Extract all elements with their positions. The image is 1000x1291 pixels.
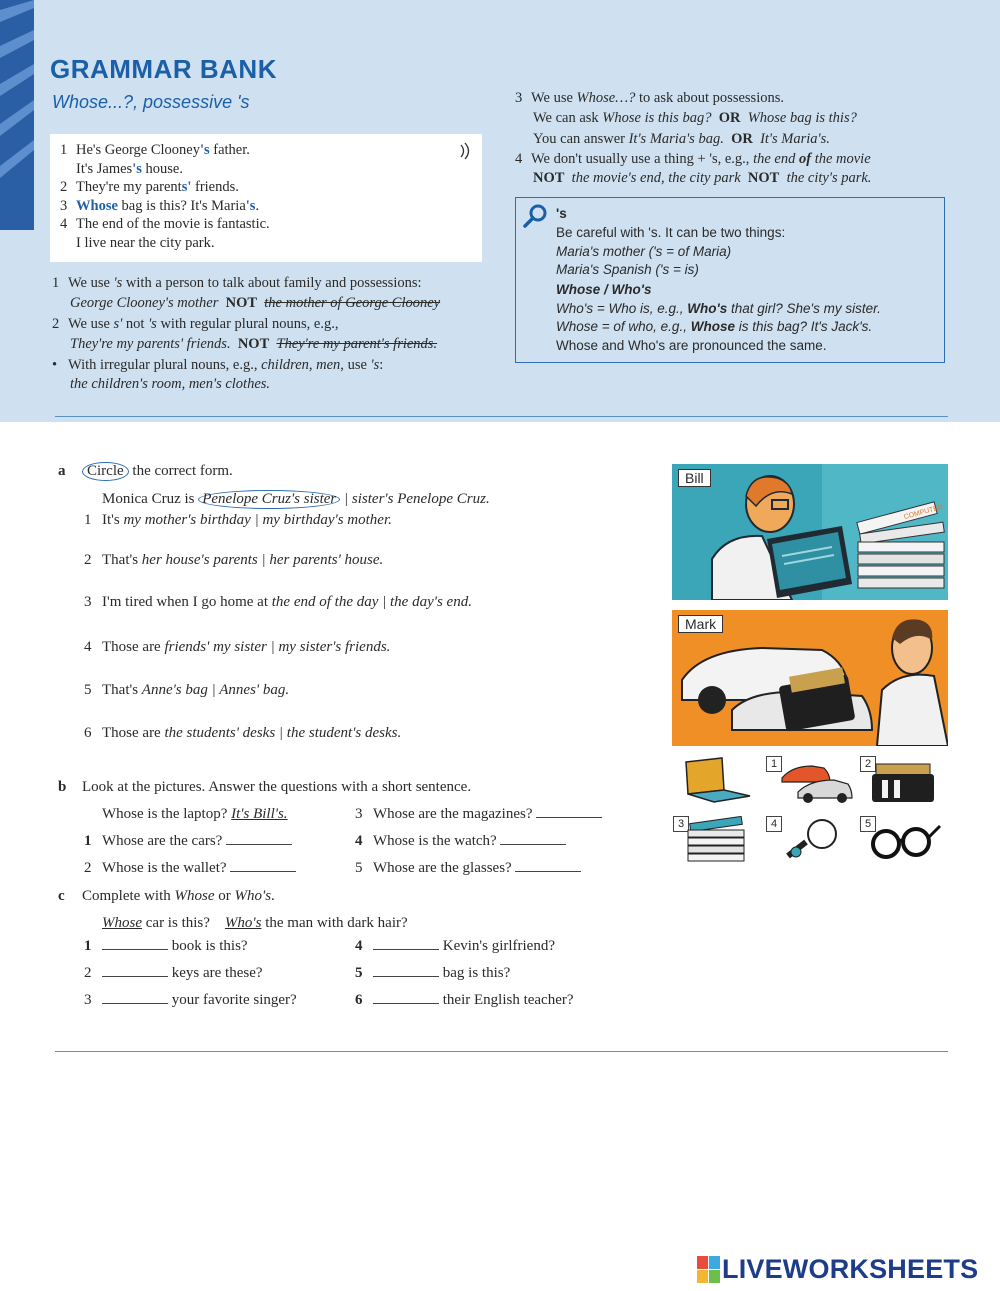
rule-2-example: They're my parents' friends. NOT They're my parent's friends. [70,336,438,352]
exercise-c-item-4[interactable]: 4 Kevin's girlfriend? [355,938,556,954]
liveworksheets-logo[interactable]: LIVEWORKSHEETS [722,1254,979,1284]
bill-label: Bill [678,469,711,487]
exercise-c-item-3[interactable]: 3 your favorite singer? [84,992,297,1008]
exercise-c-item-2[interactable]: 2 keys are these? [84,965,263,981]
answer-blank[interactable] [102,949,168,950]
answer-blank[interactable] [226,844,292,845]
divider-bottom [55,1051,948,1052]
mark-picture [672,610,948,746]
example-2: 2 They're my parents' friends. [60,179,239,195]
rule-2: 2 We use s' not 's with regular plural nouns, e.g., [52,316,339,332]
magazine-text: COMPUTER [903,503,944,522]
exercise-b-item-1[interactable]: 1 Whose are the cars? [84,833,292,850]
tip-line-5: Who's = Who is, e.g., Who's that girl? She's my sister. [556,301,881,316]
divider-top [55,416,948,417]
watch-thumb [778,816,848,866]
circle-word: Circle [82,462,129,481]
rule-3-whose: 3 We use Whose…? to ask about possessions. [515,90,784,106]
answer-blank[interactable] [500,844,566,845]
example-1: 1 He's George Clooney's father. [60,142,250,158]
magazines-thumb [684,816,750,866]
glasses-thumb [866,818,942,864]
exercise-a-item-6[interactable]: 6 Those are the students' desks | the student's desks. [84,725,402,741]
exercise-c-item-5[interactable]: 5 bag is this? [355,965,511,981]
answer-blank[interactable] [373,949,439,950]
exercise-c-item-1[interactable]: 1 book is this? [84,938,248,954]
answer-blank[interactable] [230,871,296,872]
page-title: GRAMMAR BANK [50,54,277,84]
bill-illustration [672,464,948,600]
example-4b: I live near the city park. [76,235,215,251]
exercise-b-item-2[interactable]: 2 Whose is the wallet? [84,860,296,877]
rule-3: • With irregular plural nouns, e.g., children, men, use 's: [52,357,384,373]
decorative-stripes [0,0,34,230]
rule-1: 1 We use 's with a person to talk about family and possessions: [52,275,422,291]
exercise-a-item-5[interactable]: 5 That's Anne's bag | Annes' bag. [84,682,290,698]
tip-line-3: Maria's Spanish ('s = is) [556,262,699,277]
examples-box [50,134,482,262]
exercise-a-item-4[interactable]: 4 Those are friends' my sister | my sister's friends. [84,639,391,655]
exercise-a-item-2[interactable]: 2 That's her house's parents | her parents' house. [84,552,384,568]
rule-4: 4 We don't usually use a thing + 's, e.g., the end of the movie [515,151,871,167]
circled-answer: Penelope Cruz's sister [198,490,340,509]
exercise-a-item-3[interactable]: 3 I'm tired when I go home at the end of the day | the day's end. [84,594,472,610]
thumb-number-3: 3 [673,816,689,832]
bill-picture [672,464,948,600]
answer-blank[interactable] [102,1003,168,1004]
rule-3-example: the children's room, men's clothes. [70,376,271,392]
thumb-number-4: 4 [766,816,782,832]
exercise-b-instruction: b Look at the pictures. Answer the questions with a short sentence. [58,779,472,795]
tip-line-6: Whose = of who, e.g., Whose is this bag? It's Jack's. [556,319,873,334]
tip-line-7: Whose and Who's are pronounced the same. [556,338,827,353]
exercise-a-item-1[interactable]: 1 It's my mother's birthday | my birthday's mother. [84,512,392,528]
magnifier-icon [522,204,548,228]
answer-blank[interactable] [102,976,168,977]
wallet-thumb [868,760,938,804]
exercise-b-item-3[interactable]: 3 Whose are the magazines? [355,806,602,823]
tip-line-2: Maria's mother ('s = of Maria) [556,244,732,259]
example-3: 3 Whose bag is this? It's Maria's. [60,198,260,214]
rule-4-not: NOT the movie's end, the city park NOT the city's park. [533,170,872,186]
audio-icon[interactable] [458,142,474,160]
exercise-b-example: Whose is the laptop? It's Bill's. [102,806,288,822]
answer-blank[interactable] [515,871,581,872]
mark-label: Mark [678,615,723,633]
rule-3-ask: We can ask Whose is this bag? OR Whose bag is this? [533,110,857,126]
exercise-c-instruction: c Complete with Whose or Who's. [58,888,275,904]
rule-3-answer: You can answer It's Maria's bag. OR It's Maria's. [533,131,830,147]
tip-heading: 's [556,206,567,221]
thumb-number-5: 5 [860,816,876,832]
example-4: 4 The end of the movie is fantastic. [60,216,270,232]
tip-line-1: Be careful with 's. It can be two things: [556,225,786,240]
answer-blank[interactable] [536,817,602,818]
laptop-thumb [678,756,754,804]
exercise-a-instruction: a Circle the correct form. [58,463,233,479]
thumb-number-1: 1 [766,756,782,772]
exercise-a-example: Monica Cruz is Penelope Cruz's sister | sister's Penelope Cruz. [102,491,490,507]
page-subtitle: Whose...?, possessive 's [52,92,250,112]
answer-blank[interactable] [373,976,439,977]
example-1b: It's James's house. [76,161,183,177]
rule-1-example: George Clooney's mother NOT the mother of George Clooney [70,295,441,311]
exercise-b-item-5[interactable]: 5 Whose are the glasses? [355,860,581,877]
thumb-number-2: 2 [860,756,876,772]
exercise-c-example: Whose car is this? Who's the man with dark hair? [102,915,408,931]
cars-thumb [778,758,854,806]
exercise-b-item-4[interactable]: 4 Whose is the watch? [355,833,566,850]
tip-box [515,197,945,363]
tip-line-4: Whose / Who's [556,282,652,297]
answer-blank[interactable] [373,1003,439,1004]
exercise-c-item-6[interactable]: 6 their English teacher? [355,992,574,1008]
liveworksheets-logo-icon [697,1254,721,1284]
